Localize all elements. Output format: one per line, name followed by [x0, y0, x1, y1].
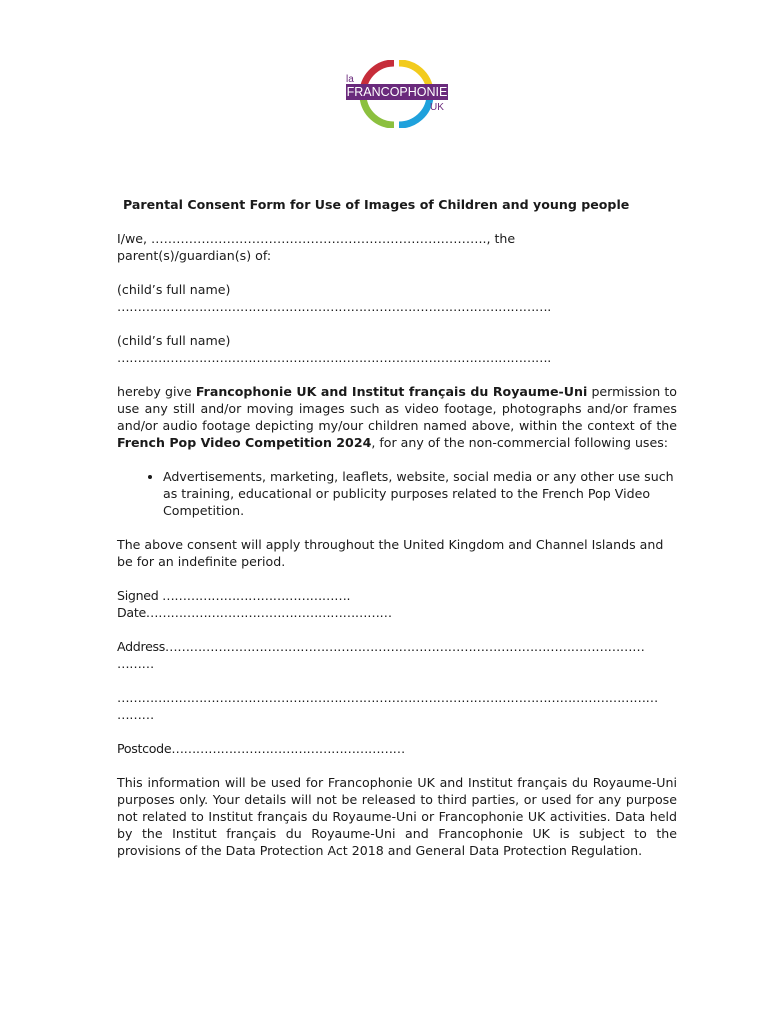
address-line: ……………………………………………………………………………………………………………………: [117, 690, 658, 705]
signature-block: [117, 587, 677, 621]
list-item: • Advertisements, marketing, leaflets, website, social media or any other use such as training, educational or publicity purposes related to the French Pop Video Competition.: [163, 468, 677, 519]
consent-scope: The above consent will apply throughout the United Kingdom and Channel Islands and be for an indefinite period.: [117, 537, 664, 569]
child-name-dots: …………………………………………………………………………………………….: [117, 350, 551, 365]
consent-text-2: permission to use any still and/or moving images such as video footage, photographs and/or frames and/or audio footage depicting my/our children named above, within the context of the: [117, 384, 677, 433]
address-line: Address………………………………………………………………………………………………………: [117, 639, 645, 654]
address-line-cont: ………: [117, 656, 154, 671]
child-name-2: [117, 332, 677, 366]
guardian-line: I/we, …………………………………………………………………….., the: [117, 231, 516, 246]
postcode-line: Postcode…………………………………………………: [117, 741, 405, 756]
page-title: Parental Consent Form for Use of Images of Children and young people: [123, 197, 630, 212]
logo-suffix: UK: [430, 102, 444, 113]
consent-form: [117, 196, 677, 859]
child-name-label: (child’s full name): [117, 333, 231, 348]
address-block-2: [117, 689, 677, 723]
consent-organisations: Francophonie UK and Institut français du Royaume-Uni: [195, 384, 588, 399]
logo-ring-blue: [399, 97, 430, 125]
logo-name: FRANCOPHONIE: [346, 85, 448, 99]
francophonie-uk-logo: [344, 60, 448, 128]
privacy-notice: This information will be used for Francophonie UK and Institut français du Royaume-Uni purposes only. Your details will not be released to third parties, or used for any purpose not related to Institut français du Royaume-Uni or Francophonie UK activities. Data held by the Institut français du Royaume-Uni and Francophonie UK is subject to the provisions of the Data Protection Act 2018 and General Data Protection Regulation.: [117, 775, 677, 858]
date-line: Date……………………………………………………: [117, 605, 392, 620]
child-name-dots: …………………………………………………………………………………………….: [117, 299, 551, 314]
guardian-role: parent(s)/guardian(s) of:: [117, 248, 272, 263]
address-line-cont: ………: [117, 707, 154, 722]
child-name-1: [117, 281, 677, 315]
signed-line: Signed ……………………………………….: [117, 588, 351, 603]
child-name-label: (child’s full name): [117, 282, 231, 297]
logo-ring-green: [363, 97, 394, 125]
consent-text-3: , for any of the non-commercial following uses:: [371, 435, 669, 450]
guardian-declaration: [117, 230, 677, 264]
logo-prefix: la: [346, 74, 354, 85]
consent-text-1: hereby give: [117, 384, 196, 399]
address-block-1: [117, 638, 677, 672]
consent-competition: French Pop Video Competition 2024: [117, 435, 372, 450]
consent-paragraph: [117, 383, 677, 451]
uses-list: [117, 468, 677, 519]
